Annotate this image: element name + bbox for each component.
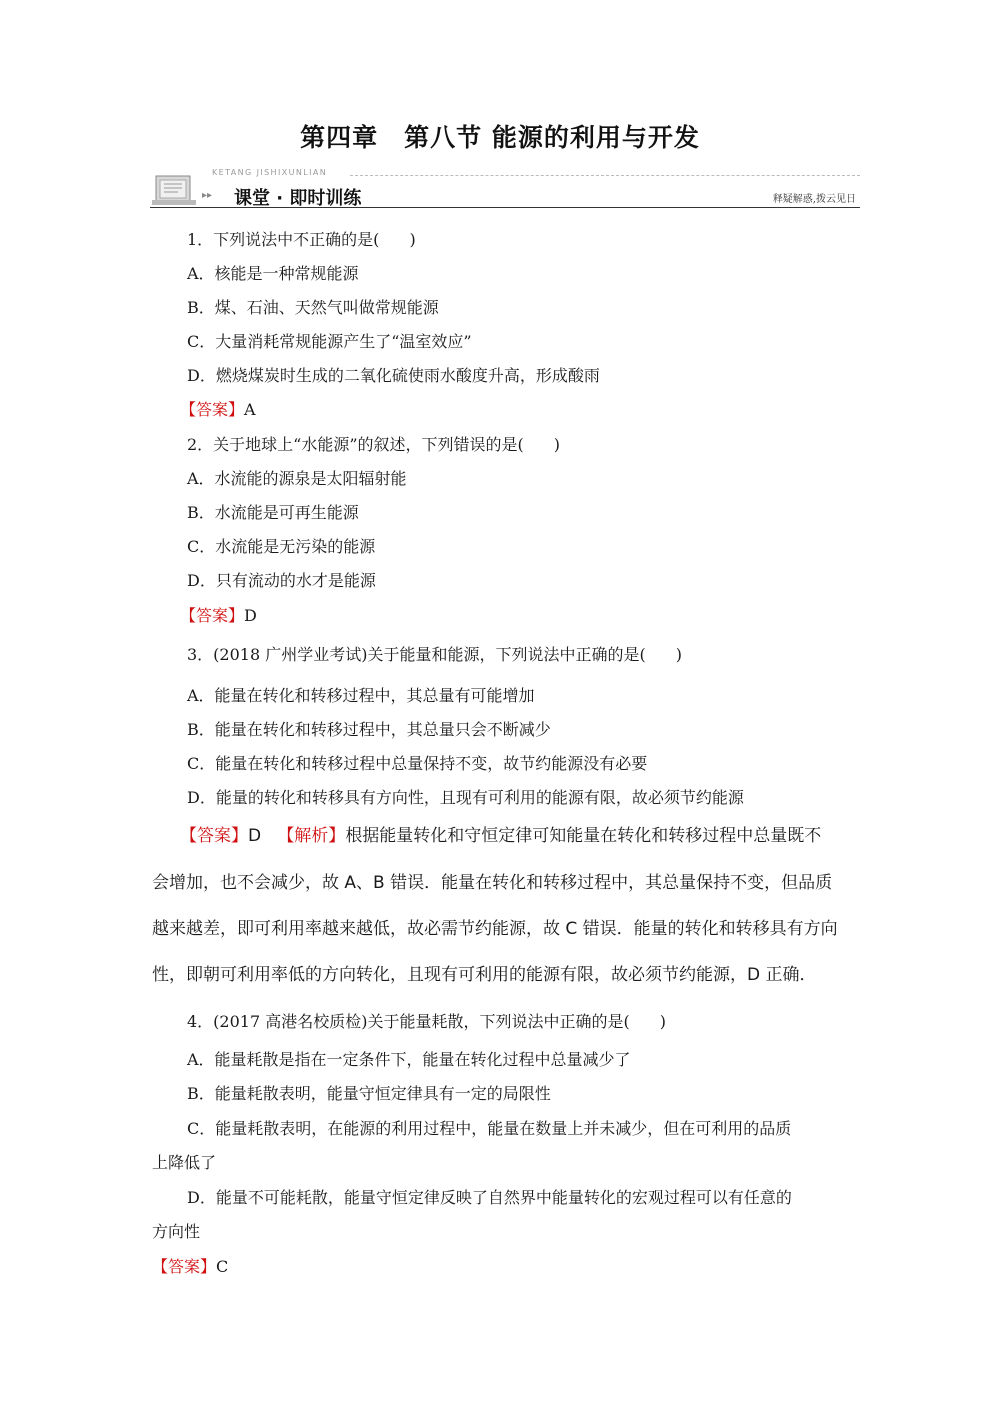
- question-2-stem: 2．关于地球上“水能源”的叙述，下列错误的是( ): [187, 435, 561, 454]
- section-banner: [150, 166, 860, 214]
- question-1-option-c: C．大量消耗常规能源产生了“温室效应”: [187, 332, 472, 351]
- question-2-answer: 【答案】D: [180, 606, 257, 625]
- question-2-option-a: A．水流能的源泉是太阳辐射能: [187, 469, 407, 488]
- page-title: 第四章 第八节 能源的利用与开发: [300, 123, 700, 152]
- book-icon: [150, 170, 200, 210]
- banner-dashed-rule: [350, 175, 860, 176]
- question-2-option-c: C．水流能是无污染的能源: [187, 537, 376, 556]
- question-3-analysis-line-2: 会增加，也不会减少，故 A、B 错误．能量在转化和转移过程中，其总量保持不变，但品质: [152, 873, 833, 893]
- question-1-option-a: A．核能是一种常规能源: [187, 264, 359, 283]
- question-1-answer: 【答案】A: [180, 400, 256, 419]
- question-3-stem: 3．(2018 广州学业考试)关于能量和能源，下列说法中正确的是( ): [187, 645, 682, 664]
- question-3-option-a: A．能量在转化和转移过程中，其总量有可能增加: [187, 686, 535, 705]
- question-3-answer: 【答案】D 【解析】根据能量转化和守恒定律可知能量在转化和转移过程中总量既不: [180, 826, 822, 846]
- question-3-option-d: D．能量的转化和转移具有方向性，且现有可利用的能源有限，故必须节约能源: [187, 788, 744, 807]
- question-3-analysis-line-3: 越来越差，即可利用率越来越低，故必需节约能源，故 C 错误．能量的转化和转移具有方向: [152, 919, 838, 939]
- banner-subtitle: KETANG JISHIXUNLIAN: [212, 168, 328, 177]
- question-2-option-b: B．水流能是可再生能源: [187, 503, 359, 522]
- question-4-stem: 4．(2017 高港名校质检)关于能量耗散，下列说法中正确的是( ): [187, 1012, 666, 1031]
- question-4-option-b: B．能量耗散表明，能量守恒定律具有一定的局限性: [187, 1084, 551, 1103]
- question-4-answer: 【答案】C: [152, 1257, 229, 1276]
- question-1-stem: 1．下列说法中不正确的是( ): [187, 230, 416, 249]
- banner-right-text: 释疑解惑,拨云见日: [772, 194, 856, 205]
- question-3-option-b: B．能量在转化和转移过程中，其总量只会不断减少: [187, 720, 551, 739]
- question-4-option-d-line-2: 方向性: [152, 1222, 201, 1241]
- question-1-option-d: D．燃烧煤炭时生成的二氧化硫使雨水酸度升高，形成酸雨: [187, 366, 600, 385]
- question-4-option-c-line-1: C．能量耗散表明，在能源的利用过程中，能量在数量上并未减少，但在可利用的品质: [187, 1119, 792, 1138]
- arrow-icon: ▸▸: [202, 190, 213, 201]
- question-4-option-a: A．能量耗散是指在一定条件下，能量在转化过程中总量减少了: [187, 1050, 631, 1069]
- question-4-option-c-line-2: 上降低了: [152, 1153, 217, 1172]
- question-3-option-c: C．能量在转化和转移过程中总量保持不变，故节约能源没有必要: [187, 754, 648, 773]
- banner-rule: [150, 207, 860, 208]
- question-2-option-d: D．只有流动的水才是能源: [187, 571, 376, 590]
- question-4-option-d-line-1: D．能量不可能耗散，能量守恒定律反映了自然界中能量转化的宏观过程可以有任意的: [187, 1188, 792, 1207]
- question-3-analysis-line-4: 性，即朝可利用率低的方向转化，且现有可利用的能源有限，故必须节约能源，D 正确．: [152, 965, 817, 985]
- question-1-option-b: B．煤、石油、天然气叫做常规能源: [187, 298, 439, 317]
- banner-label: 课堂 · 即时训练: [234, 188, 362, 209]
